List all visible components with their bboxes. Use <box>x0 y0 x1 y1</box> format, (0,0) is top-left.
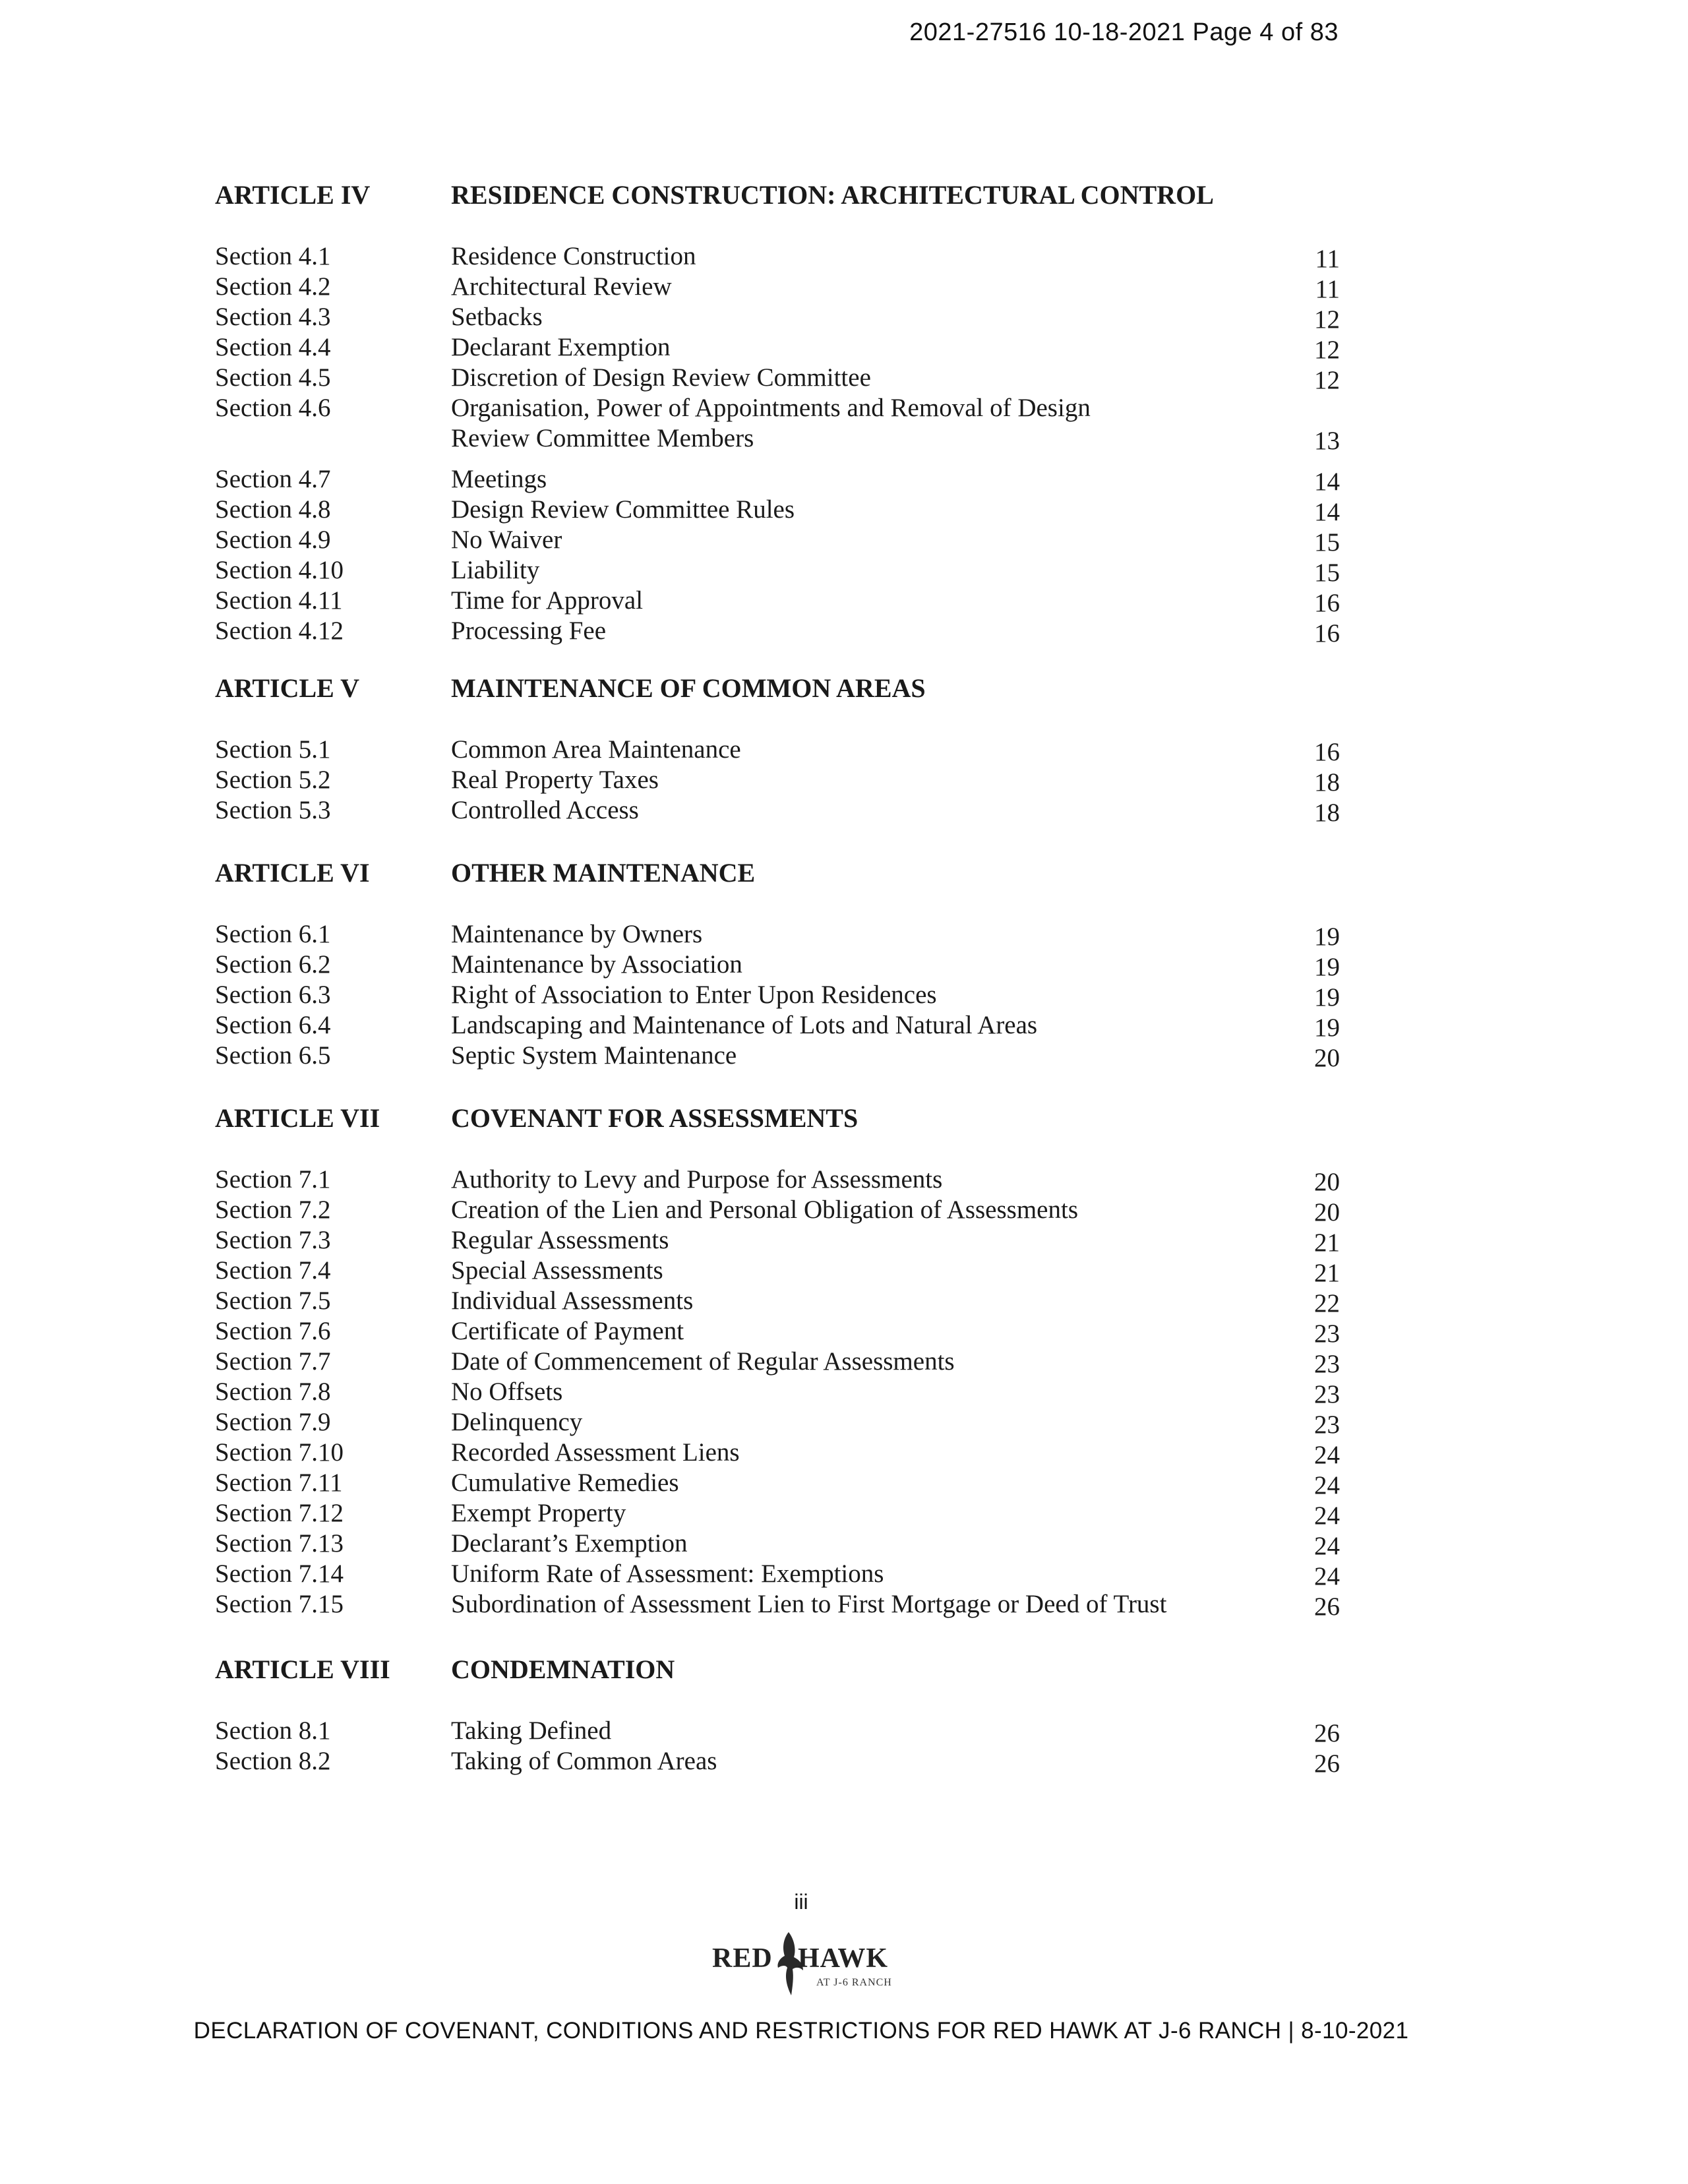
section-title: Discretion of Design Review Committee <box>451 363 871 392</box>
article-number: ARTICLE IV <box>215 180 371 210</box>
section-title: Special Assessments <box>451 1256 663 1285</box>
section-number: Section 4.8 <box>215 495 331 524</box>
article-heading <box>0 1654 1688 1684</box>
section-title: Regular Assessments <box>451 1226 669 1254</box>
article-title: COVENANT FOR ASSESSMENTS <box>451 1103 859 1133</box>
section-number: Section 6.2 <box>215 950 331 979</box>
toc-entry <box>0 735 1688 765</box>
toc-entry <box>0 525 1688 555</box>
section-number: Section 4.1 <box>215 242 331 270</box>
section-number: Section 7.2 <box>215 1196 331 1224</box>
section-title: Taking of Common Areas <box>451 1747 717 1775</box>
toc-entry <box>0 1316 1688 1347</box>
section-number: Section 4.4 <box>215 333 331 361</box>
section-page-number: 16 <box>1314 738 1340 766</box>
section-title: Subordination of Assessment Lien to First Mortgage or Deed of Trust <box>451 1590 1167 1618</box>
section-page-number: 26 <box>1314 1592 1340 1621</box>
section-title: Exempt Property <box>451 1499 626 1527</box>
section-page-number: 20 <box>1314 1198 1340 1227</box>
section-number: Section 7.4 <box>215 1256 331 1285</box>
toc-entry <box>0 332 1688 363</box>
toc-entry <box>0 1589 1688 1620</box>
article-title: CONDEMNATION <box>451 1654 675 1684</box>
section-number: Section 4.10 <box>215 556 344 584</box>
section-page-number: 24 <box>1314 1471 1340 1500</box>
section-title: Maintenance by Association <box>451 950 742 979</box>
section-page-number: 26 <box>1314 1719 1340 1747</box>
section-page-number: 18 <box>1314 768 1340 797</box>
section-title: Delinquency <box>451 1408 583 1436</box>
section-title: Design Review Committee Rules <box>451 495 795 524</box>
section-number: Section 7.13 <box>215 1529 344 1558</box>
toc-entry <box>0 1407 1688 1438</box>
logo-word-red: RED <box>712 1943 773 1974</box>
section-number: Section 4.2 <box>215 272 331 301</box>
section-number: Section 7.8 <box>215 1378 331 1406</box>
toc-entry <box>0 765 1688 795</box>
section-title: Architectural Review <box>451 272 672 301</box>
toc-entry <box>0 616 1688 646</box>
section-page-number: 18 <box>1314 799 1340 827</box>
toc-entry <box>0 1041 1688 1071</box>
section-page-number: 19 <box>1314 923 1340 951</box>
article-title: RESIDENCE CONSTRUCTION: ARCHITECTURAL CONTROL <box>451 180 1214 210</box>
logo-word-hawk: HAWK <box>798 1943 889 1974</box>
section-page-number: 12 <box>1314 305 1340 334</box>
section-page-number: 23 <box>1314 1350 1340 1378</box>
toc-entry <box>0 586 1688 616</box>
section-number: Section 7.3 <box>215 1226 331 1254</box>
section-title: No Waiver <box>451 526 562 554</box>
section-title: Uniform Rate of Assessment: Exemptions <box>451 1560 884 1588</box>
toc-entry <box>0 795 1688 826</box>
toc-entry <box>0 464 1688 495</box>
page-number: iii <box>794 1890 808 1914</box>
section-number: Section 4.6 <box>215 394 331 422</box>
section-page-number: 23 <box>1314 1380 1340 1409</box>
section-title: Creation of the Lien and Personal Obligation of Assessments <box>451 1196 1079 1224</box>
section-page-number: 11 <box>1315 245 1340 273</box>
logo-tagline: AT J-6 RANCH <box>816 1977 892 1988</box>
section-title: Individual Assessments <box>451 1287 694 1315</box>
article-number: ARTICLE VI <box>215 858 370 888</box>
section-number: Section 6.4 <box>215 1011 331 1039</box>
section-title: Setbacks <box>451 303 543 331</box>
section-page-number: 24 <box>1314 1562 1340 1591</box>
section-number: Section 6.3 <box>215 981 331 1009</box>
toc-entry <box>0 1225 1688 1256</box>
section-page-number: 16 <box>1314 619 1340 648</box>
red-hawk-logo <box>706 1929 903 2002</box>
toc-entry <box>0 1377 1688 1407</box>
section-title: Maintenance by Owners <box>451 920 703 948</box>
section-page-number: 12 <box>1314 366 1340 394</box>
section-page-number: 19 <box>1314 1014 1340 1042</box>
section-title: Controlled Access <box>451 796 639 824</box>
toc-entry <box>0 1529 1688 1559</box>
toc-entry <box>0 393 1688 455</box>
section-page-number: 21 <box>1314 1228 1340 1257</box>
section-number: Section 7.10 <box>215 1438 344 1467</box>
toc-entry <box>0 950 1688 980</box>
toc-entry <box>0 1165 1688 1195</box>
section-title: Taking Defined <box>451 1716 612 1745</box>
section-number: Section 4.9 <box>215 526 331 554</box>
section-title: Declarant Exemption <box>451 333 671 361</box>
article-number: ARTICLE VII <box>215 1103 380 1133</box>
section-page-number: 15 <box>1314 559 1340 587</box>
section-number: Section 8.2 <box>215 1747 331 1775</box>
section-page-number: 16 <box>1314 589 1340 617</box>
section-title: Meetings <box>451 465 547 493</box>
section-title-continued: Review Committee Members <box>451 424 754 452</box>
section-number: Section 8.1 <box>215 1716 331 1745</box>
section-page-number: 14 <box>1314 468 1340 496</box>
section-number: Section 4.12 <box>215 617 344 645</box>
section-number: Section 4.7 <box>215 465 331 493</box>
section-number: Section 4.5 <box>215 363 331 392</box>
article-number: ARTICLE V <box>215 673 360 703</box>
section-title: Common Area Maintenance <box>451 735 741 764</box>
toc-entry <box>0 1256 1688 1286</box>
section-page-number: 23 <box>1314 1320 1340 1348</box>
section-page-number: 13 <box>1314 427 1340 455</box>
section-page-number: 19 <box>1314 953 1340 981</box>
section-title: Organisation, Power of Appointments and Removal of Design <box>451 394 1091 422</box>
toc-entry <box>0 495 1688 525</box>
toc-entry <box>0 272 1688 302</box>
section-title: Recorded Assessment Liens <box>451 1438 740 1467</box>
section-number: Section 7.12 <box>215 1499 344 1527</box>
section-number: Section 7.5 <box>215 1287 331 1315</box>
section-number: Section 5.2 <box>215 766 331 794</box>
toc-entry <box>0 980 1688 1010</box>
article-heading <box>0 1103 1688 1133</box>
toc-entry <box>0 241 1688 272</box>
toc-entry <box>0 1746 1688 1776</box>
section-page-number: 24 <box>1314 1441 1340 1469</box>
toc-entry <box>0 1347 1688 1377</box>
section-page-number: 26 <box>1314 1749 1340 1778</box>
section-title: Cumulative Remedies <box>451 1469 679 1497</box>
section-page-number: 24 <box>1314 1532 1340 1560</box>
section-page-number: 19 <box>1314 983 1340 1012</box>
article-heading <box>0 179 1688 210</box>
section-number: Section 4.11 <box>215 586 343 615</box>
article-title: MAINTENANCE OF COMMON AREAS <box>451 673 926 703</box>
section-title: Date of Commencement of Regular Assessments <box>451 1347 955 1376</box>
toc-entry <box>0 1438 1688 1468</box>
section-number: Section 6.5 <box>215 1041 331 1070</box>
section-number: Section 7.11 <box>215 1469 343 1497</box>
section-number: Section 7.14 <box>215 1560 344 1588</box>
section-number: Section 5.1 <box>215 735 331 764</box>
toc-entry <box>0 555 1688 586</box>
article-number: ARTICLE VIII <box>215 1654 390 1684</box>
toc-entry <box>0 1010 1688 1041</box>
section-page-number: 24 <box>1314 1502 1340 1530</box>
section-number: Section 7.9 <box>215 1408 331 1436</box>
section-title: Residence Construction <box>451 242 696 270</box>
toc-entry <box>0 1498 1688 1529</box>
footer-declaration: DECLARATION OF COVENANT, CONDITIONS AND RESTRICTIONS FOR RED HAWK AT J-6 RANCH | 8-10-2021 <box>193 2018 1409 2044</box>
section-title: Time for Approval <box>451 586 644 615</box>
article-title: OTHER MAINTENANCE <box>451 858 756 888</box>
section-title: Authority to Levy and Purpose for Assessments <box>451 1165 943 1194</box>
toc-entry <box>0 363 1688 393</box>
toc-entry <box>0 1195 1688 1225</box>
section-title: Right of Association to Enter Upon Residences <box>451 981 937 1009</box>
section-title: No Offsets <box>451 1378 563 1406</box>
section-title: Real Property Taxes <box>451 766 659 794</box>
section-number: Section 6.1 <box>215 920 331 948</box>
toc-entry <box>0 302 1688 332</box>
section-page-number: 23 <box>1314 1410 1340 1439</box>
section-page-number: 11 <box>1315 275 1340 303</box>
toc-entry <box>0 1559 1688 1589</box>
section-number: Section 7.6 <box>215 1317 331 1345</box>
section-title: Landscaping and Maintenance of Lots and Natural Areas <box>451 1011 1038 1039</box>
section-number: Section 7.15 <box>215 1590 344 1618</box>
recording-stamp: 2021-27516 10-18-2021 Page 4 of 83 <box>909 18 1339 46</box>
section-page-number: 21 <box>1314 1259 1340 1287</box>
article-heading <box>0 673 1688 703</box>
section-title: Processing Fee <box>451 617 607 645</box>
section-title: Liability <box>451 556 540 584</box>
toc-entry <box>0 1716 1688 1746</box>
section-page-number: 12 <box>1314 336 1340 364</box>
section-page-number: 22 <box>1314 1289 1340 1318</box>
section-number: Section 7.7 <box>215 1347 331 1376</box>
section-page-number: 15 <box>1314 528 1340 557</box>
toc-entry <box>0 1468 1688 1498</box>
section-number: Section 5.3 <box>215 796 331 824</box>
toc-entry <box>0 1286 1688 1316</box>
section-title: Certificate of Payment <box>451 1317 684 1345</box>
section-title: Septic System Maintenance <box>451 1041 737 1070</box>
section-page-number: 14 <box>1314 498 1340 526</box>
section-page-number: 20 <box>1314 1044 1340 1072</box>
section-page-number: 20 <box>1314 1168 1340 1196</box>
section-number: Section 4.3 <box>215 303 331 331</box>
article-heading <box>0 857 1688 888</box>
section-number: Section 7.1 <box>215 1165 331 1194</box>
toc-entry <box>0 919 1688 950</box>
section-title: Declarant’s Exemption <box>451 1529 688 1558</box>
